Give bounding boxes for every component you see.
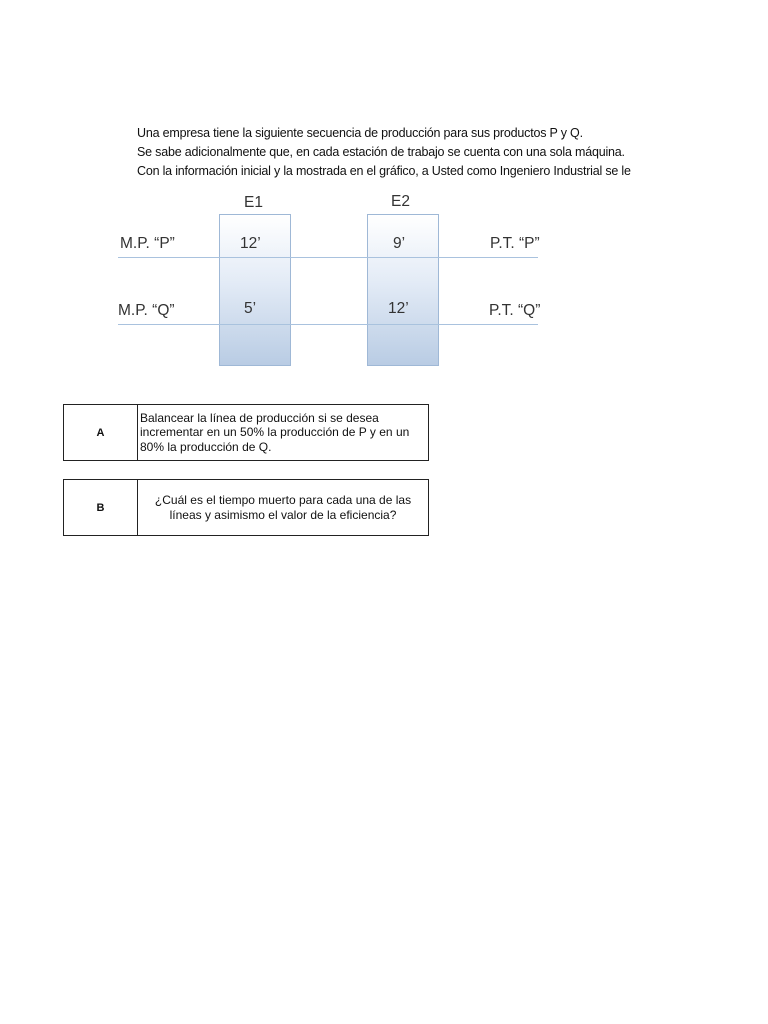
output-q-label: P.T. “Q” — [489, 302, 541, 319]
station-e1-label: E1 — [244, 194, 263, 211]
question-a-box — [63, 404, 429, 461]
question-a-letter: A — [64, 405, 138, 460]
intro-line-3: Con la información inicial y la mostrada en el gráfico, a Usted como Ingeniero Industrial se le — [137, 164, 631, 178]
output-p-label: P.T. “P” — [490, 235, 540, 252]
time-q-e2: 12’ — [388, 300, 409, 317]
input-p-label: M.P. “P” — [120, 235, 175, 252]
question-a-text: Balancear la línea de producción si se desea incrementar en un 50% la producción de P y en un 80% la producción de Q. — [140, 410, 410, 454]
intro-line-2: Se sabe adicionalmente que, en cada estación de trabajo se cuenta con una sola máquina. — [137, 145, 625, 159]
question-b-box — [63, 479, 429, 536]
product-p-flow-line — [118, 257, 538, 258]
time-p-e1: 12’ — [240, 235, 261, 252]
production-diagram — [0, 0, 768, 400]
intro-line-1: Una empresa tiene la siguiente secuencia de producción para sus productos P y Q. — [137, 126, 583, 140]
input-q-label: M.P. “Q” — [118, 302, 175, 319]
question-b-text: ¿Cuál es el tiempo muerto para cada una de las líneas y asimismo el valor de la eficiencia? — [154, 493, 412, 522]
time-q-e1: 5’ — [244, 300, 257, 317]
product-q-flow-line — [118, 324, 538, 325]
station-e2-label: E2 — [391, 193, 410, 210]
time-p-e2: 9’ — [393, 235, 406, 252]
question-b-letter: B — [64, 480, 138, 535]
